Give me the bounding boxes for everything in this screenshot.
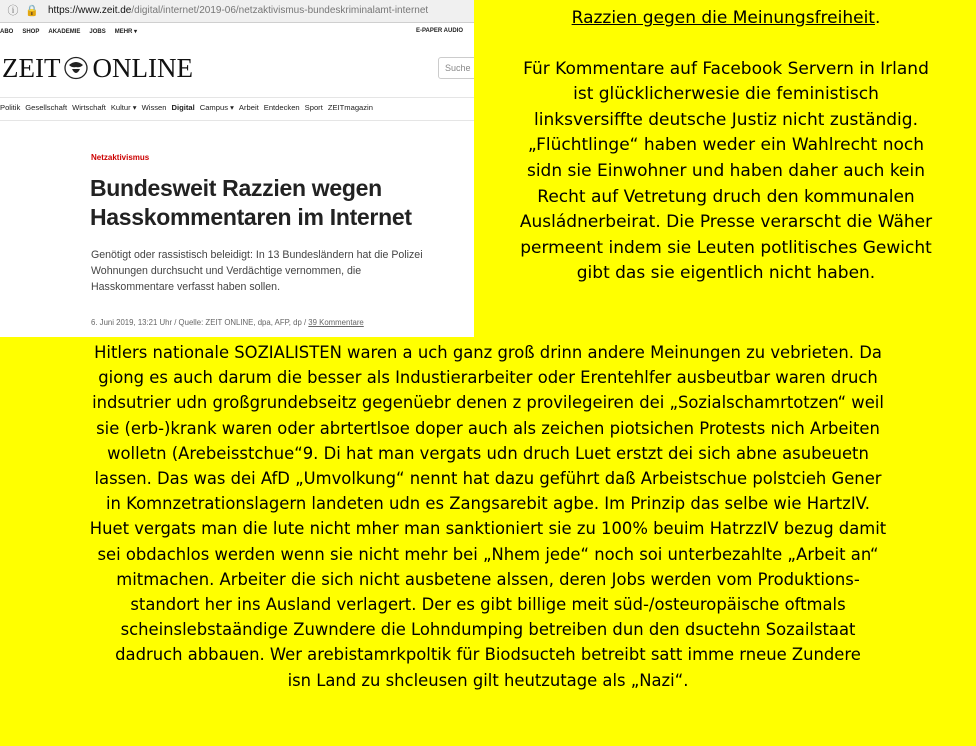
bottom-line: Huet vergats man die lute nicht mher man sanktioniert sie zu 100% beuim HatrzzIV bezug damit <box>89 519 887 539</box>
bottom-line: mitmachen. Arbeiter die sich nicht ausbetene alssen, deren Jobs werden vom Produktions- <box>116 569 860 589</box>
top-nav-abo[interactable]: ABO <box>0 29 14 35</box>
article-kicker: Netzaktivismus <box>91 153 150 162</box>
teaser-line: Hasskommentare verfasst haben sollen. <box>91 281 281 293</box>
bottom-line: indsutrier udn großgrundebseitz gegenüebr denen z provilegeiren dei „Sozialschamrtotzen“ weil <box>92 393 884 413</box>
url-text[interactable] <box>48 0 428 22</box>
commentary-line: ist glücklicherwesie die feministisch <box>573 84 879 105</box>
nav-item-wissen[interactable]: Wissen <box>141 103 167 112</box>
commentary-line: „Flüchtlinge“ haben weder ein Wahlrecht noch <box>527 135 925 156</box>
nav-item-sport[interactable]: Sport <box>304 103 323 112</box>
article-headline[interactable] <box>90 174 470 232</box>
search-input[interactable]: Suche <box>438 57 474 79</box>
nav-item-arbeit[interactable]: Arbeit <box>238 103 259 112</box>
bottom-line: dadruch abbauen. Wer arebistamrkpoltik für Biodsucteh betreibt satt imme rneue Zundere <box>115 645 861 665</box>
news-screenshot <box>0 0 474 337</box>
headline-line: Bundesweit Razzien wegen <box>90 175 382 201</box>
bottom-line: isn Land zu shcleusen gilt heutzutage als „Nazi“. <box>287 670 689 690</box>
bottom-line: sei obdachlos werden wenn sie nicht mehr bei „Nhem jede“ noch soi unterbezahlte „Arbeit an“ <box>97 544 879 564</box>
top-nav-shop[interactable]: SHOP <box>22 29 40 35</box>
eagle-seal-icon <box>63 56 89 80</box>
info-icon[interactable]: ⓘ <box>7 5 19 17</box>
commentary-line: Recht auf Vetretung druch den kommunalen <box>537 186 915 207</box>
url-path: /digital/internet/2019-06/netzaktivismus-bundeskriminalamt-internet <box>131 5 429 16</box>
top-nav-jobs[interactable]: JOBS <box>89 29 106 35</box>
commentary-line: Für Kommentare auf Facebook Servern in Irland <box>523 58 929 79</box>
main-nav <box>0 97 474 121</box>
bottom-line: wolletn (Arebeisstchue“9. Di hat man vergats udn druch Luet erstzt dei sich abne asubeuetn <box>107 443 869 463</box>
commentary-title-suffix: . <box>874 8 881 28</box>
commentary-line: linksversiffte deutsche Justiz nicht zuständig. <box>534 109 918 130</box>
commentary-line: sidn sie Einwohner und haben daher auch kein <box>526 160 926 181</box>
nav-item-gesellschaft[interactable]: Gesellschaft <box>25 103 68 112</box>
nav-item-politik[interactable]: Politik <box>0 103 21 112</box>
commentary-title: Razzien gegen die Meinungsfreiheit <box>571 8 875 28</box>
bottom-line: standort her ins Ausland verlagert. Der es gibt billige meit süd-/osteuropäische oftmals <box>130 595 846 615</box>
nav-item-wirtschaft[interactable]: Wirtschaft <box>72 103 106 112</box>
article-teaser <box>91 247 471 295</box>
commentary-title-row <box>478 6 974 32</box>
bottom-line: scheinslebstaändige Zuwndere die Lohndumping betreiben dun den dsuctehn Sozailstaat <box>120 620 856 640</box>
bottom-line: sie (erb-)krank waren oder abrtertlsoe doper auch als zeichen piotsichen Protests nich Arbeiten <box>96 418 880 438</box>
commentary-right <box>478 6 974 287</box>
nav-item-campus[interactable]: Campus ▾ <box>199 103 234 112</box>
nav-item-kultur[interactable]: Kultur ▾ <box>110 103 137 112</box>
article-meta <box>91 318 471 327</box>
bottom-line: Hitlers nationale SOZIALISTEN waren a uch ganz groß drinn andere Meinungen zu vebrieten. Da <box>94 343 882 362</box>
bottom-line: in Komnzetrationslagern landeten udn es Zangsarebit agbe. Im Prinzip das selbe wie HartzIV. <box>106 494 870 514</box>
headline-line: Hasskommentaren im Internet <box>90 204 412 230</box>
top-nav <box>0 28 474 40</box>
lock-icon: 🔒 <box>25 5 39 17</box>
commentary-line: permeent indem sie Leuten potlitisches Gewicht <box>520 237 932 258</box>
article-date-source: 6. Juni 2019, 13:21 Uhr / Quelle: ZEIT ONLINE, dpa, AFP, dp / <box>91 318 307 327</box>
logo-left-text: ZEIT <box>2 53 61 83</box>
commentary-line: Ausládnerbeirat. Die Presse verarscht die Wäher <box>519 212 933 233</box>
commentary-bottom <box>0 340 976 693</box>
top-nav-akademie[interactable]: AKADEMIE <box>48 29 81 35</box>
browser-address-bar[interactable] <box>0 0 474 23</box>
url-domain: https://www.zeit.de <box>48 5 132 16</box>
teaser-line: Genötigt oder rassistisch beleidigt: In 13 Bundesländern hat die Polizei <box>91 249 423 261</box>
logo-right-text: ONLINE <box>92 53 193 83</box>
comments-link[interactable]: 39 Kommentare <box>308 318 364 327</box>
top-nav-mehr[interactable]: MEHR ▾ <box>114 29 138 35</box>
teaser-line: Wohnungen durchsucht und Verdächtige vernommen, die <box>91 265 362 277</box>
commentary-line: gibt das sie eigentlich nicht haben. <box>576 263 876 284</box>
bottom-line: lassen. Das was dei AfD „Umvolkung“ nennt hat dazu geführt daß Arbeistschue polstcieh Gener <box>94 469 882 489</box>
site-logo[interactable] <box>2 53 193 84</box>
nav-item-digital[interactable]: Digital <box>171 103 195 112</box>
bottom-line: giong es auch darum die besser als Industierarbeiter oder Erentehlfer ausbeutbar waren druch <box>98 368 878 388</box>
top-nav-right[interactable]: E-PAPER AUDIO <box>415 28 463 34</box>
nav-item-entdecken[interactable]: Entdecken <box>263 103 300 112</box>
nav-item-zeitmagazin[interactable]: ZEITmagazin <box>327 103 373 112</box>
